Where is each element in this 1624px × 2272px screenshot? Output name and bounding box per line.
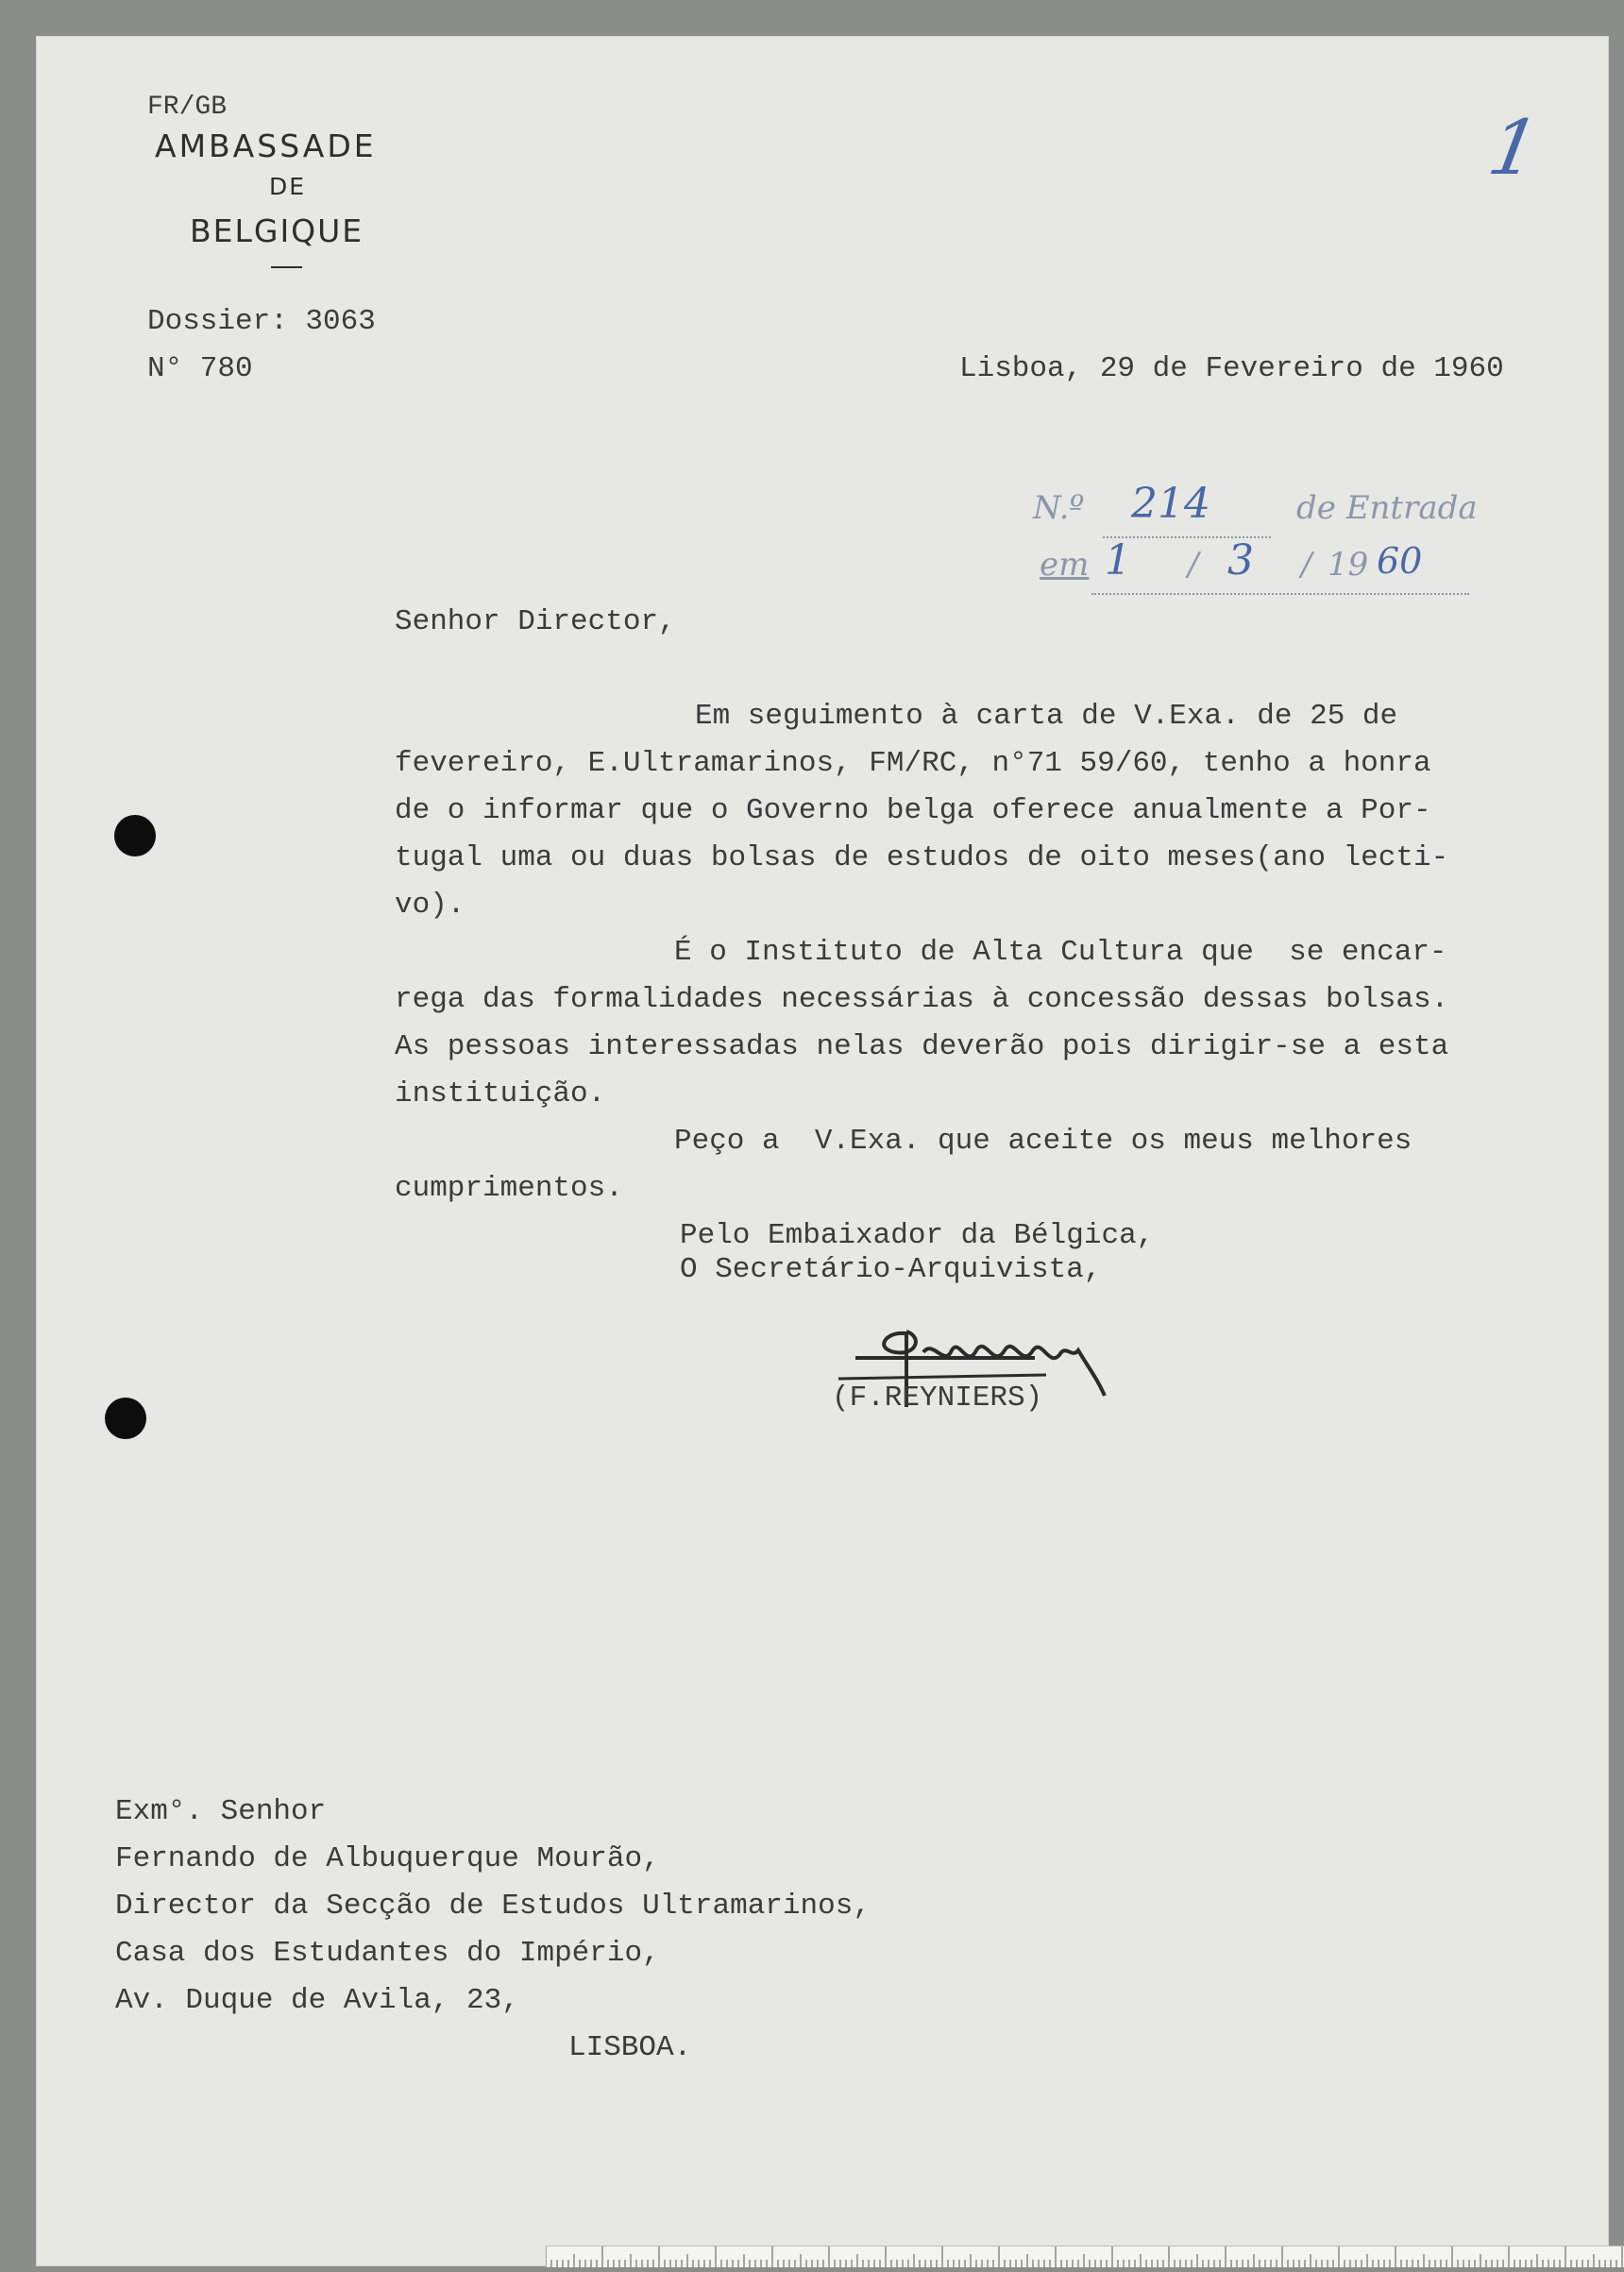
body-line: instituição. [395, 1077, 606, 1111]
letterhead-divider [271, 266, 302, 268]
letter-sheet: FR/GB AMBASSADE DE BELGIQUE Dossier: 3063 N° 780 1 Lisboa, 29 de Fevereiro de 1960 N.º 214 de Entrada em 1 / 3 / 19 60 Senhor Director, Em seguimento à carta de V.Exa. de 25 de fevereiro, E.Ultramarinos, FM/RC, n°71 59/60, tenho a honra de o informar que o Governo belga oferece anualmente a Por- tugal uma ou duas bolsas de estudos de oito meses(ano lecti- vo). É o Instituto de Alta Cultura que se encar- rega das formalidades necessárias à concessão dessas bolsas. As pessoas interessadas nelas deverão pois dirigir-se a esta instituição. Peço a V.Exa. que aceite os meus melhores cumprimentos. Pelo Embaixador da Bélgica, O Secretário-Arquivista, (F.REYNIERS) Exm°. Senhor Fernando de Albuquerque Mourão, Director da Secção de Estudos Ultramarinos, Casa dos Estudantes do Império, Av. Duque de Avila, 23, LISBOA. [36, 36, 1609, 2266]
body-line: rega das formalidades necessárias à concessão dessas bolsas. [395, 983, 1449, 1016]
stamp-entry-number: 214 [1131, 480, 1210, 528]
stamp-no-label: N.º [1033, 489, 1085, 527]
body-line: tugal uma ou duas bolsas de estudos de oito meses(ano lecti- [395, 841, 1449, 874]
stamp-year-prefix: 19 [1328, 546, 1369, 584]
body-line: Em seguimento à carta de V.Exa. de 25 de [695, 700, 1398, 733]
dossier-number: Dossier: 3063 [147, 305, 376, 338]
body-line: É o Instituto de Alta Cultura que se encar- [674, 936, 1447, 969]
closing-line2: O Secretário-Arquivista, [680, 1253, 1102, 1286]
date-line: Lisboa, 29 de Fevereiro de 1960 [959, 352, 1504, 385]
body-line: As pessoas interessadas nelas deverão pois dirigir-se a esta [395, 1030, 1449, 1063]
embassy-name-line1: AMBASSADE [155, 127, 377, 164]
addressee-line3: Director da Secção de Estudos Ultramarinos, [115, 1890, 871, 1923]
body-line: Peço a V.Exa. que aceite os meus melhores [674, 1125, 1413, 1158]
punch-hole [105, 1398, 146, 1439]
stamp-entrada-label: de Entrada [1296, 489, 1478, 527]
closing-line1: Pelo Embaixador da Bélgica, [680, 1219, 1155, 1252]
addressee-line5: Av. Duque de Avila, 23, [115, 1984, 519, 2017]
signatory-name: (F.REYNIERS) [832, 1382, 1043, 1415]
embassy-name-line3: BELGIQUE [190, 212, 364, 249]
body-line: de o informar que o Governo belga oferece anualmente a Por- [395, 794, 1431, 827]
page-marker: 1 [1481, 104, 1547, 192]
addressee-line1: Exm°. Senhor [115, 1795, 327, 1828]
stamp-day: 1 [1105, 536, 1131, 585]
body-line: fevereiro, E.Ultramarinos, FM/RC, n°71 59/60, tenho a honra [395, 747, 1431, 780]
stamp-em-label: em [1040, 546, 1090, 584]
ruler-ticks [546, 2247, 1624, 2267]
body-line: cumprimentos. [395, 1172, 623, 1205]
embassy-name-line2: DE [269, 173, 307, 200]
addressee-line2: Fernando de Albuquerque Mourão, [115, 1842, 660, 1875]
addressee-line4: Casa dos Estudantes do Império, [115, 1937, 660, 1970]
salutation: Senhor Director, [395, 605, 676, 638]
scan-ruler [546, 2246, 1624, 2267]
reference-code: FR/GB [147, 93, 228, 122]
stamp-year-suffix: 60 [1377, 540, 1423, 582]
letter-number: N° 780 [147, 352, 253, 385]
punch-hole [114, 815, 156, 856]
stamp-month: 3 [1227, 536, 1254, 585]
addressee-city: LISBOA. [568, 2031, 692, 2064]
body-line: vo). [395, 889, 465, 922]
